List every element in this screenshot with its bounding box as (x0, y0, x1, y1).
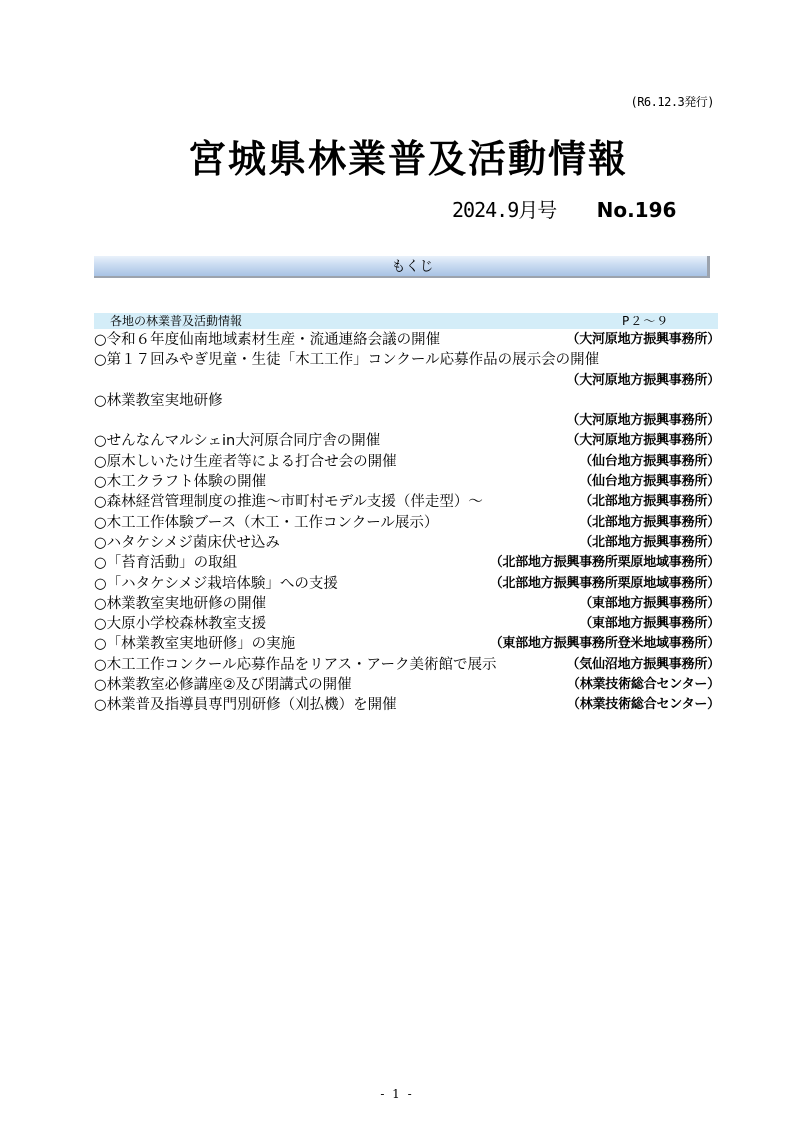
toc-item-title: ○大原小学校森林教室支援 (94, 616, 267, 633)
toc-item-title: ○ハタケシメジ菌床伏せ込み (94, 534, 280, 551)
toc-item-title: ○林業教室実地研修 (94, 392, 223, 409)
toc-item-office: （大河原地方振興事務所） (566, 413, 720, 429)
section-pages: P２～９ (622, 314, 670, 328)
section-label: 各地の林業普及活動情報 (110, 314, 243, 328)
toc-item[interactable] (94, 330, 720, 350)
toc-item-office: （大河原地方振興事務所） (566, 433, 720, 449)
section-header (94, 313, 718, 329)
page-number: - 1 - (380, 1087, 414, 1101)
toc-item-office: （北部地方振興事務所栗原地域事務所） (489, 575, 720, 591)
toc-item-office: （東部地方振興事務所登米地域事務所） (489, 636, 720, 652)
toc-item[interactable] (94, 634, 720, 654)
toc-item[interactable] (94, 574, 720, 594)
toc-item-title: ○木工クラフト体験の開催 (94, 474, 267, 491)
toc-item[interactable] (94, 391, 720, 432)
page-title: 宮城県林業普及活動情報 (187, 137, 628, 181)
toc-item-office: （東部地方振興事務所） (579, 595, 720, 611)
toc-item-office: （仙台地方振興事務所） (579, 474, 720, 490)
toc-item-title: ○第１７回みやぎ児童・生徒「木工工作」コンクール応募作品の展示会の開催 (94, 352, 600, 369)
toc-item-office: （北部地方振興事務所栗原地域事務所） (489, 555, 720, 571)
toc-item-title: ○「ハタケシメジ栽培体験」への支援 (94, 575, 338, 592)
toc-item-title: ○木工工作体験ブース（木工・工作コンクール展示） (94, 514, 439, 531)
toc-item[interactable] (94, 655, 720, 675)
toc-item[interactable] (94, 452, 720, 472)
toc-item-office: （大河原地方振興事務所） (566, 332, 720, 347)
toc-item-office: （仙台地方振興事務所） (579, 453, 720, 469)
toc-item[interactable] (94, 695, 720, 715)
toc-item[interactable] (94, 513, 720, 533)
toc-item[interactable] (94, 614, 720, 634)
toc-item-office: （気仙沼地方振興事務所） (566, 656, 720, 672)
toc-item-office: （北部地方振興事務所） (579, 494, 720, 510)
toc-item-office: （北部地方振興事務所） (579, 534, 720, 550)
issue-number: No.196 (596, 198, 677, 222)
toc-item-title: ○「苔育活動」の取組 (94, 555, 238, 572)
toc-item[interactable] (94, 675, 720, 695)
toc-list (94, 330, 720, 716)
toc-item-title: ○林業教室必修講座②及び閉講式の開催 (94, 677, 352, 694)
toc-item[interactable] (94, 492, 720, 512)
toc-item-office: （大河原地方振興事務所） (566, 372, 720, 388)
toc-item-office: （北部地方振興事務所） (579, 514, 720, 530)
toc-item[interactable] (94, 594, 720, 614)
toc-item-title: ○森林経営管理制度の推進～市町村モデル支援（伴走型）～ (94, 494, 483, 511)
toc-item-title: ○木工工作コンクール応募作品をリアス・アーク美術館で展示 (94, 656, 497, 673)
issue-month: 2024.9月号 (452, 198, 557, 222)
toc-item[interactable] (94, 533, 720, 553)
issue-line (452, 194, 676, 223)
toc-item-title: ○せんなんマルシェin大河原合同庁舎の開催 (94, 433, 381, 450)
toc-item-title: ○林業教室実地研修の開催 (94, 595, 267, 612)
toc-item[interactable] (94, 350, 720, 391)
toc-item-title: ○令和６年度仙南地域素材生産・流通連絡会議の開催 (94, 332, 441, 348)
toc-item-title: ○林業普及指導員専門別研修（刈払機）を開催 (94, 697, 397, 714)
issue-date: (R6.12.3発行) (630, 95, 714, 109)
toc-item-title: ○「林業教室実地研修」の実施 (94, 636, 296, 653)
toc-item[interactable] (94, 553, 720, 573)
toc-heading: もくじ (94, 256, 710, 278)
toc-item-title: ○原木しいたけ生産者等による打合せ会の開催 (94, 453, 397, 470)
toc-item[interactable] (94, 431, 720, 451)
toc-item-office: （東部地方振興事務所） (579, 616, 720, 632)
toc-item[interactable] (94, 472, 720, 492)
toc-item-office: （林業技術総合センター） (566, 677, 720, 693)
toc-item-office: （林業技術総合センター） (566, 697, 720, 713)
